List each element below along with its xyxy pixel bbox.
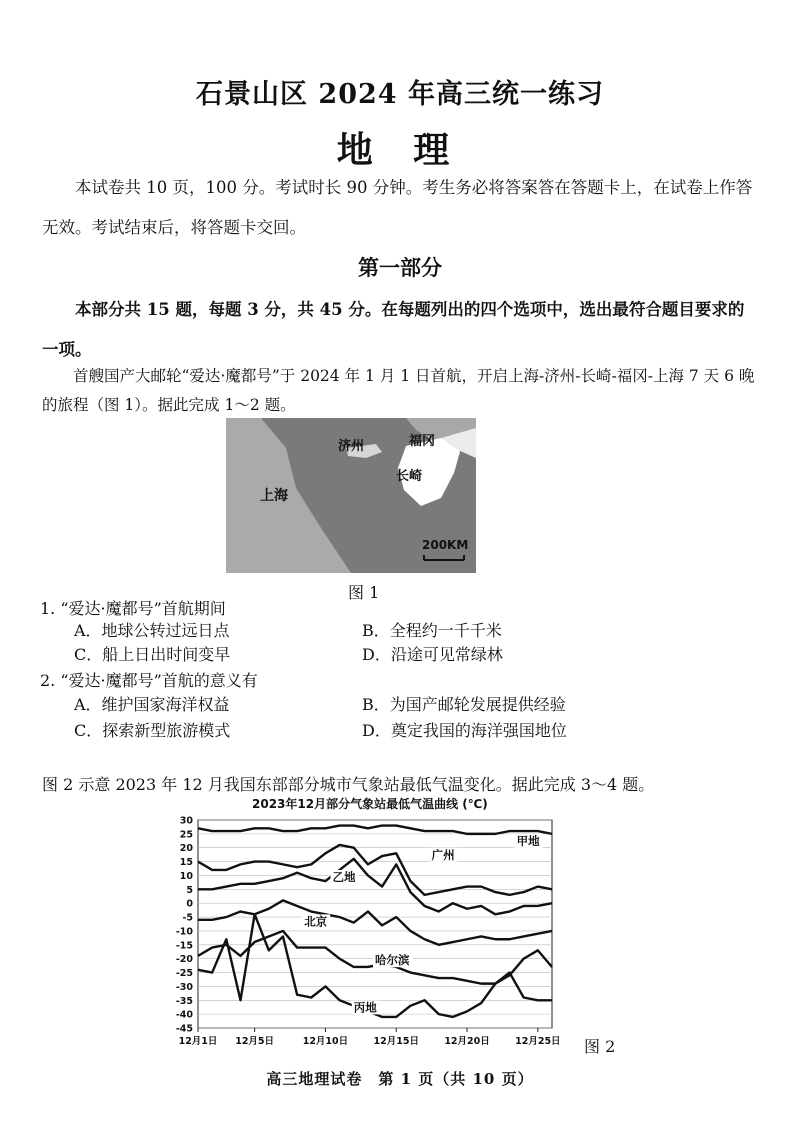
y-tick-label: -10 — [175, 926, 193, 938]
y-tick-label: 30 — [179, 815, 193, 827]
x-tick-label: 12月20日 — [444, 1036, 490, 1047]
part-heading: 第一部分 — [358, 255, 442, 280]
map-label-jeju: 济州 — [338, 439, 365, 454]
map-label-shanghai: 上海 — [260, 488, 288, 504]
y-tick-label: -25 — [175, 968, 193, 980]
y-tick-label: 15 — [179, 857, 193, 869]
series-line-0 — [198, 826, 552, 834]
part-instructions: 本部分共 15 题，每题 3 分，共 45 分。在每题列出的四个选项中，选出最符合题目要求的一项。 — [42, 300, 745, 359]
series-label: 丙地 — [353, 1000, 377, 1015]
passage-2: 图 2 示意 2023 年 12 月我国东部部分城市气象站最低气温变化。据此完成 3～4 题。 — [42, 775, 655, 794]
figure-2-chart — [160, 796, 580, 1058]
map-label-nagasaki: 长崎 — [396, 469, 423, 484]
q1-option-c[interactable]: C．船上日出时间变早 — [74, 645, 231, 664]
q1-option-b[interactable]: B．全程约一千千米 — [362, 621, 502, 640]
y-tick-label: 5 — [186, 884, 193, 896]
chart-plot-frame — [198, 820, 552, 1028]
q2-option-b[interactable]: B．为国产邮轮发展提供经验 — [362, 695, 566, 714]
x-tick-label: 12月25日 — [515, 1036, 561, 1047]
x-tick-label: 12月15日 — [373, 1036, 419, 1047]
page-footer: 高三地理试卷 第 1 页（共 10 页） — [266, 1070, 534, 1088]
figure-2-caption: 图 2 — [584, 1037, 616, 1056]
q1-option-d[interactable]: D．沿途可见常绿林 — [362, 645, 503, 664]
figure-1-caption: 图 1 — [348, 583, 380, 602]
exam-intro: 本试卷共 10 页，100 分。考试时长 90 分钟。考生务必将答案答在答题卡上，在试卷上作答无效。考试结束后，将答题卡交回。 — [42, 178, 753, 237]
exam-title: 石景山区 2024 年高三统一练习 — [196, 79, 604, 110]
y-tick-label: 0 — [186, 898, 193, 910]
y-tick-label: -20 — [175, 954, 193, 966]
question-1-stem: 1. “爱达·魔都号”首航期间 — [40, 599, 226, 618]
y-tick-label: -35 — [175, 995, 193, 1007]
y-tick-label: -45 — [175, 1023, 193, 1035]
series-label: 甲地 — [516, 833, 540, 848]
x-tick-label: 12月1日 — [178, 1036, 218, 1047]
series-label: 广州 — [431, 847, 455, 862]
map-label-fukuoka: 福冈 — [409, 434, 436, 449]
series-line-1 — [198, 845, 552, 895]
q2-option-c[interactable]: C．探索新型旅游模式 — [74, 721, 231, 740]
y-tick-label: -40 — [175, 1009, 193, 1021]
series-label: 乙地 — [332, 870, 356, 885]
question-2-stem: 2. “爱达·魔都号”首航的意义有 — [40, 671, 258, 690]
figure-1-map — [226, 418, 476, 573]
y-tick-label: -15 — [175, 940, 193, 952]
y-tick-label: -5 — [182, 912, 193, 924]
passage-1: 首艘国产大邮轮“爱达·魔都号”于 2024 年 1 月 1 日首航，开启上海-济州-长崎-福冈-上海 7 天 6 晚的旅程（图 1）。据此完成 1～2 题。 — [42, 367, 755, 414]
y-tick-label: -30 — [175, 981, 193, 993]
map-scale-label: 200KM — [422, 538, 469, 552]
y-tick-label: 25 — [179, 829, 193, 841]
series-line-2 — [198, 859, 552, 914]
series-label: 哈尔滨 — [375, 953, 410, 968]
subject-title: 地 理 — [336, 129, 464, 171]
chart-title: 2023年12月部分气象站最低气温曲线 (℃) — [252, 797, 488, 811]
q1-option-a[interactable]: A．地球公转过远日点 — [74, 621, 230, 640]
q2-option-a[interactable]: A．维护国家海洋权益 — [74, 695, 230, 714]
y-tick-label: 20 — [179, 843, 193, 855]
x-tick-label: 12月10日 — [302, 1036, 349, 1047]
x-tick-label: 12月5日 — [235, 1036, 275, 1047]
q2-option-d[interactable]: D．奠定我国的海洋强国地位 — [362, 721, 567, 740]
series-label: 北京 — [304, 914, 328, 929]
y-tick-label: 10 — [179, 870, 193, 882]
